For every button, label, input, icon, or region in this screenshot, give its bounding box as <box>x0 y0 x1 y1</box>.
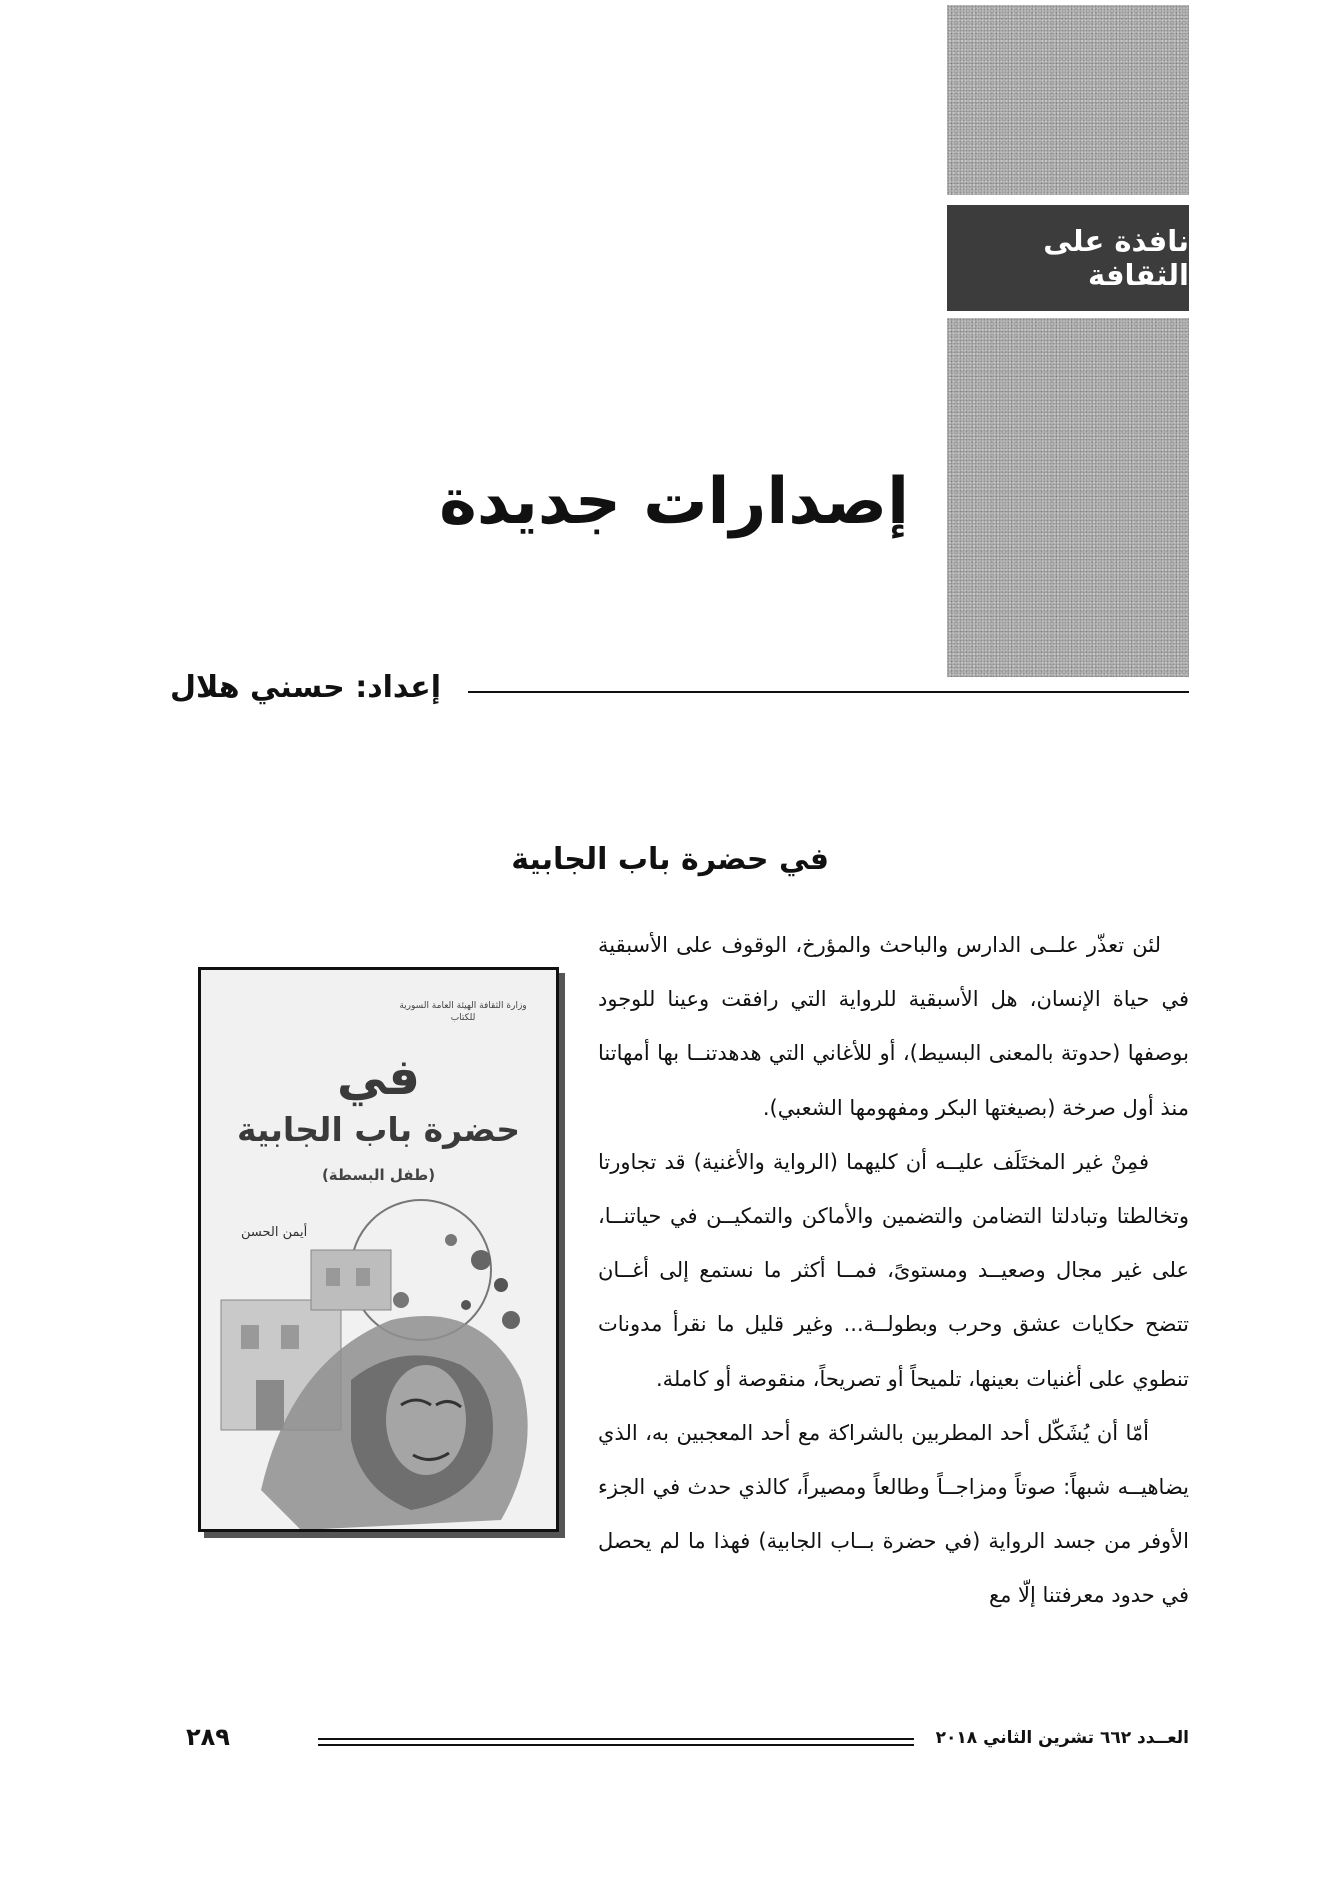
cover-subtitle: (طفل البسطة) <box>321 1166 436 1184</box>
cover-illustration <box>201 1190 556 1530</box>
section-label: نافذة على الثقافة <box>947 205 1189 311</box>
cover-publisher: وزارة الثقافة الهيئة العامة السورية للكتاب <box>399 1001 527 1023</box>
author-divider <box>468 691 1189 693</box>
author-credit: إعداد: حسني هلال <box>169 670 441 705</box>
article-paragraph-2: فمِنْ غير المختَلَف عليــه أن كليهما (الرواية والأغنية) قد تجاورتا وتخالطتا وتبادلتا التضامن والتضمين والأماكن والتمكيــن في حياتنــا، على غير مجال وصعيــد ومستوىً، فمــا أكثر ما نستمع إلى أغــان تتضح حكايات عشق وحرب وبطولــة... وغير قليل ما نقرأ مدونات تنطوي على أغنيات بعينها، تلميحاً أو تصريحاً، منقوصة أو كاملة. <box>598 1149 1189 1391</box>
decorative-grey-block-top <box>947 5 1189 195</box>
page-number: ٢٨٩ <box>186 1723 230 1751</box>
page-title: إصدارات جديدة <box>439 465 909 539</box>
article-body <box>598 918 1189 1623</box>
book-cover-image <box>198 967 559 1532</box>
cover-author: أيمن الحسن <box>241 1225 308 1240</box>
footer-issue-info: العــدد ٦٦٢ تشرين الثاني ٢٠١٨ <box>935 1728 1189 1748</box>
footer-divider-bottom <box>318 1744 914 1746</box>
footer-divider-top <box>318 1738 914 1740</box>
cover-title-line1: في <box>336 1048 421 1106</box>
article-paragraph-1: لئن تعذّر علــى الدارس والباحث والمؤرخ، الوقوف على الأسبقية في حياة الإنسان، هل الأسبقية للرواية التي رافقت وعينا للوجود بوصفها (حدوتة بالمعنى البسيط)، أو للأغاني التي هدهدتنــا بها أمهاتنا منذ أول صرخة (بصيغتها البكر ومفهومها الشعبي). <box>598 933 1189 1120</box>
cover-title-line2: حضرة باب الجابية <box>237 1110 520 1149</box>
decorative-grey-block-bottom <box>947 318 1189 677</box>
article-paragraph-3: أمّا أن يُشَكّل أحد المطربين بالشراكة مع أحد المعجبين به، الذي يضاهيــه شبهاً: صوتاً ومزاجــاً وطالعاً ومصيراً، كالذي حدث في الجزء الأوفر من جسد الرواية (في حضرة بــاب الجابية) فهذا ما لم يحصل في حدود معرفتنا إلّا مع <box>598 1420 1189 1608</box>
article-title: في حضرة باب الجابية <box>511 842 829 877</box>
